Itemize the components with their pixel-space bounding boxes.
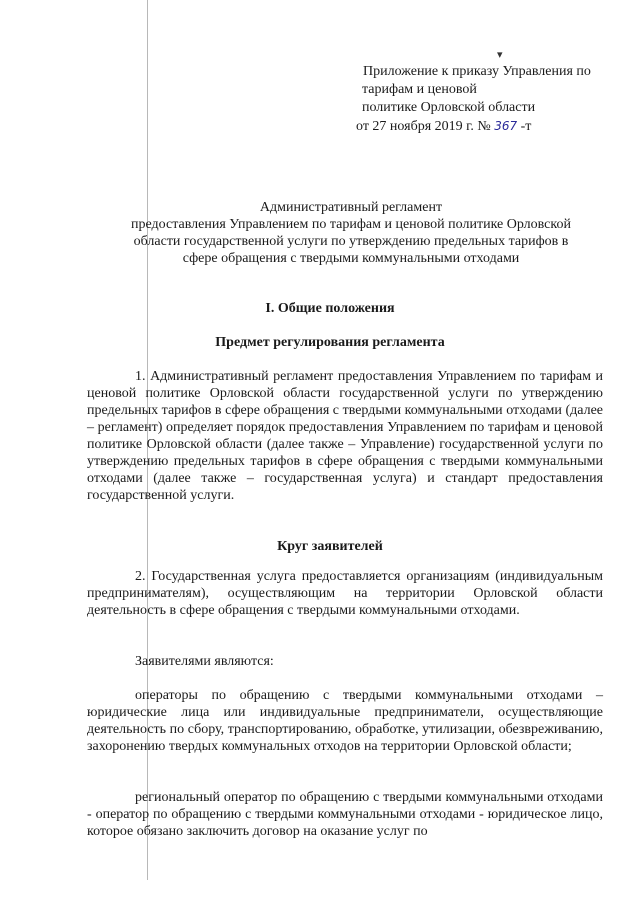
title-line-4: сфере обращения с твердыми коммунальными отходами [182,251,520,266]
paragraph-1-number: 1. [135,369,146,384]
paragraph-2 [87,568,603,619]
paragraph-1-text: Административный регламент предоставления Управлением по тарифам и ценовой политике Орловской области государственной услуги по утверждению предельных тарифов в сфере обращения с твердыми коммунальными отходами (далее – регламент) определяет порядок предоставления Управлением по тарифам и ценовой политике Орловской области (далее также – Управление) государственной услуги по утверждению предельных тарифов в сфере обращения с твердыми коммунальными отходами (далее также – государственная услуга) и стандарт предоставления государственной услуги. [87,369,604,503]
paragraph-2-number: 2. [135,569,146,584]
paragraph-5 [87,789,603,840]
title-line-3: области государственной услуги по утверждению предельных тарифов в [133,234,569,249]
document-title [102,199,600,267]
title-line-2: предоставления Управлением по тарифам и ценовой политике Орловской [131,217,571,232]
title-line-1: Административный регламент [259,200,443,215]
appendix-note [356,63,626,136]
appendix-line-2: тарифам и ценовой [362,82,477,97]
corner-mark: ▾ [497,49,503,61]
handwritten-order-number: 367 [494,119,518,133]
paragraph-4-text: операторы по обращению с твердыми коммунальными отходами – юридические лица или индивидуальные предприниматели, осуществляющие деятельность по сбору, транспортированию, обработке, утилизации, обезвреживанию, захоронению твердых коммунальных отходов на территории Орловской области; [87,688,603,754]
appendix-line-4 [356,117,626,136]
section-heading-general: I. Общие положения [265,301,395,316]
subsection-heading-applicants: Круг заявителей [277,539,383,554]
paragraph-2-text: Государственная услуга предоставляется организациям (индивидуальным предпринимателям), осуществляющим на территории Орловской области деятельность в сфере обращения с твердыми коммунальными отходами. [87,569,603,618]
paragraph-3: Заявителями являются: [135,654,274,669]
appendix-date: от 27 ноября 2019 г. № [356,119,491,134]
appendix-line-3: политике Орловской области [362,100,536,115]
appendix-suffix: -т [520,119,532,134]
subsection-heading-subject: Предмет регулирования регламента [215,335,445,350]
paragraph-1 [87,368,603,504]
paragraph-4 [87,687,603,755]
appendix-line-1: Приложение к приказу Управления по [363,64,591,79]
paragraph-5-text: региональный оператор по обращению с твердыми коммунальными отходами - оператор по обращению с твердыми коммунальными отходами - юридическое лицо, которое обязано заключить договор на оказание услуг по [87,790,603,839]
